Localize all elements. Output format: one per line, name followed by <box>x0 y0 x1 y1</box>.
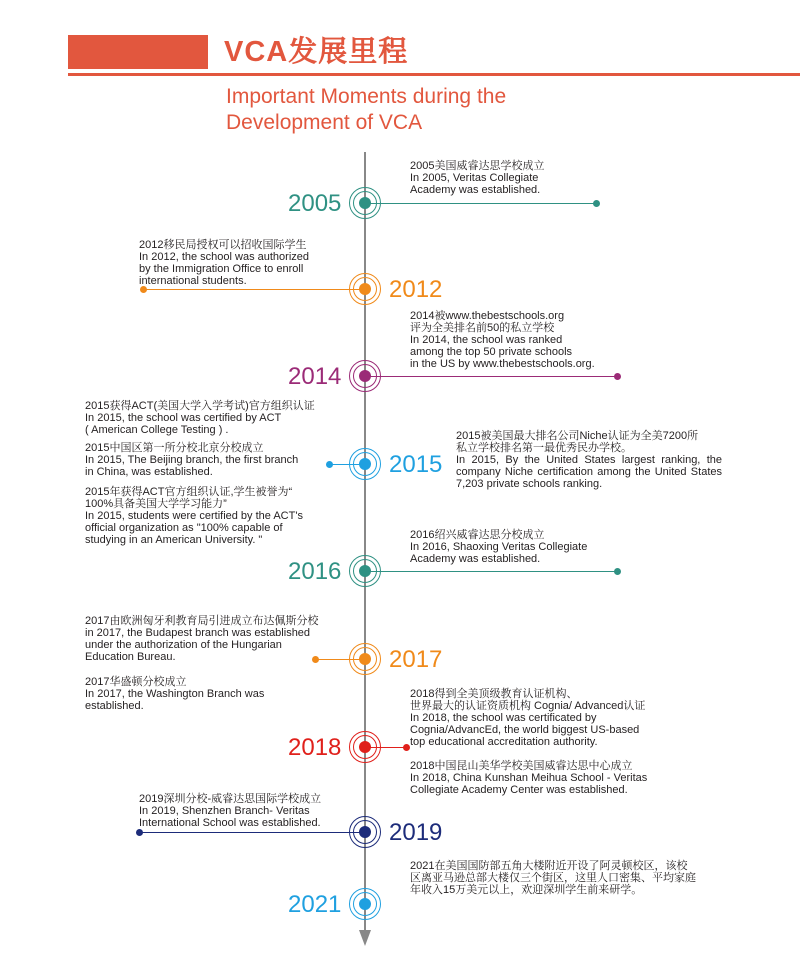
milestone-connector <box>140 832 365 833</box>
description-line: 私立学校排名第一最优秀民办学校。 <box>456 442 632 454</box>
milestone-connector <box>365 571 617 572</box>
description-line: In 2015, By the United States largest ranking, the company Niche certification among the United States 7,203 private schools ranking. <box>456 454 722 490</box>
description-line: under the authorization of the Hungarian <box>85 639 282 651</box>
description-line: In 2018, the school was certificated by <box>410 712 597 724</box>
description-line: Education Bureau. <box>85 651 176 663</box>
description-line: In 2005, Veritas Collegiate <box>410 172 539 184</box>
page-subtitle <box>226 84 626 136</box>
description-line: 2016绍兴威睿达思分校成立 <box>410 529 545 541</box>
description-line: In 2018, China Kunshan Meihua School - Veritas <box>410 772 648 784</box>
milestone-year: 2018 <box>288 734 342 761</box>
node-dot <box>359 565 371 577</box>
milestone-description <box>85 676 264 712</box>
description-line: 2017华盛顿分校成立 <box>85 676 187 688</box>
description-line: 2012移民局授权可以招收国际学生 <box>139 239 307 251</box>
description-line: in the US by www.thebestschools.org. <box>410 358 595 370</box>
milestone-description <box>410 160 544 196</box>
node-dot <box>359 826 371 838</box>
description-line: 2015中国区第一所分校北京分校成立 <box>85 442 264 454</box>
description-line: In 2017, the Washington Branch was <box>85 688 265 700</box>
description-line: ( American College Testing ) . <box>85 424 229 436</box>
description-line: 年收入15万美元以上，欢迎深圳学生前来研学。 <box>410 884 643 896</box>
node-dot <box>359 458 371 470</box>
header-rule <box>68 73 800 76</box>
connector-end-dot <box>140 286 147 293</box>
milestone-description <box>410 860 696 896</box>
description-line: In 2019, Shenzhen Branch- Veritas <box>139 805 310 817</box>
node-dot <box>359 741 371 753</box>
description-line: 世界最大的认证资质机构 Cognia/ Advanced认证 <box>410 700 646 712</box>
description-line: 区离亚马逊总部大楼仅三个街区，这里人口密集、平均家庭 <box>410 872 696 884</box>
description-line: established. <box>85 700 144 712</box>
milestone-description <box>456 430 722 490</box>
description-line: 2017由欧洲匈牙利教育局引进成立布达佩斯分校 <box>85 615 319 627</box>
milestone-description <box>410 310 595 370</box>
description-line: In 2014, the school was ranked <box>410 334 563 346</box>
node-dot <box>359 653 371 665</box>
description-line: 2018中国昆山美华学校美国威睿达思中心成立 <box>410 760 633 772</box>
connector-end-dot <box>403 744 410 751</box>
node-dot <box>359 283 371 295</box>
milestone-connector <box>365 376 617 377</box>
description-line: in 2017, the Budapest branch was established <box>85 627 311 639</box>
description-line: In 2015, the school was certified by ACT <box>85 412 282 424</box>
description-line: in China, was established. <box>85 466 213 478</box>
milestone-connector <box>365 203 596 204</box>
timeline-axis <box>364 152 366 932</box>
milestone-connector <box>144 289 365 290</box>
description-line: studying in an American University. " <box>85 534 263 546</box>
node-dot <box>359 370 371 382</box>
milestone-year: 2019 <box>389 819 443 846</box>
milestone-year: 2015 <box>389 451 443 478</box>
milestone-description <box>410 688 645 748</box>
milestone-year: 2014 <box>288 363 342 390</box>
description-line: Academy was established. <box>410 553 541 565</box>
description-line: 2014被www.thebestschools.org <box>410 310 565 322</box>
subtitle-line: Important Moments during the <box>226 85 507 108</box>
description-line: International School was established. <box>139 817 321 829</box>
milestone-description <box>139 793 321 829</box>
description-line: by the Immigration Office to enroll <box>139 263 304 275</box>
timeline-arrow-head <box>359 930 371 946</box>
description-line: 2015年获得ACT官方组织认证,学生被誉为“ <box>85 486 293 498</box>
description-line: international students. <box>139 275 247 287</box>
milestone-description <box>85 615 318 663</box>
description-line: In 2015, students were certified by the ACT's <box>85 510 303 522</box>
description-line: 2015被美国最大排名公司Niche认证为全美7200所 <box>456 430 699 442</box>
description-line: In 2012, the school was authorized <box>139 251 310 263</box>
description-line: 2018得到全美顶级教育认证机构、 <box>410 688 578 700</box>
connector-end-dot <box>136 829 143 836</box>
node-dot <box>359 898 371 910</box>
description-line: among the top 50 private schools <box>410 346 573 358</box>
milestone-year: 2021 <box>288 891 342 918</box>
description-line: Cognia/AdvancEd, the world biggest US-based <box>410 724 640 736</box>
milestone-description <box>410 529 587 565</box>
description-line: 100%具备美国大学学习能力” <box>85 498 227 510</box>
connector-end-dot <box>326 461 333 468</box>
description-line: Academy was established. <box>410 184 541 196</box>
milestone-description <box>85 400 315 436</box>
description-line: In 2016, Shaoxing Veritas Collegiate <box>410 541 588 553</box>
description-line: 2015获得ACT(美国大学入学考试)官方组织认证 <box>85 400 315 412</box>
description-line: top educational accreditation authority. <box>410 736 598 748</box>
milestone-description <box>85 486 303 546</box>
milestone-year: 2016 <box>288 558 342 585</box>
description-line: 2019深圳分校-威睿达思国际学校成立 <box>139 793 322 805</box>
description-line: 评为全美排名前50的私立学校 <box>410 322 555 334</box>
description-line: In 2015, The Beijing branch, the first branch <box>85 454 299 466</box>
milestone-year: 2012 <box>389 276 443 303</box>
header-accent-bar <box>68 35 208 69</box>
connector-end-dot <box>614 568 621 575</box>
description-line: Collegiate Academy Center was established. <box>410 784 628 796</box>
subtitle-line: Development of VCA <box>226 111 423 134</box>
milestone-year: 2017 <box>389 646 443 673</box>
milestone-description <box>139 239 309 287</box>
page-title: VCA发展里程 <box>224 36 409 68</box>
node-dot <box>359 197 371 209</box>
milestone-description <box>85 442 298 478</box>
milestone-year: 2005 <box>288 190 342 217</box>
milestone-description <box>410 760 647 796</box>
description-line: official organization as "100% capable of <box>85 522 283 534</box>
description-line: 2021在美国国防部五角大楼附近开设了阿灵顿校区，该校 <box>410 860 688 872</box>
description-line: 2005美国威睿达思学校成立 <box>410 160 545 172</box>
connector-end-dot <box>593 200 600 207</box>
connector-end-dot <box>614 373 621 380</box>
